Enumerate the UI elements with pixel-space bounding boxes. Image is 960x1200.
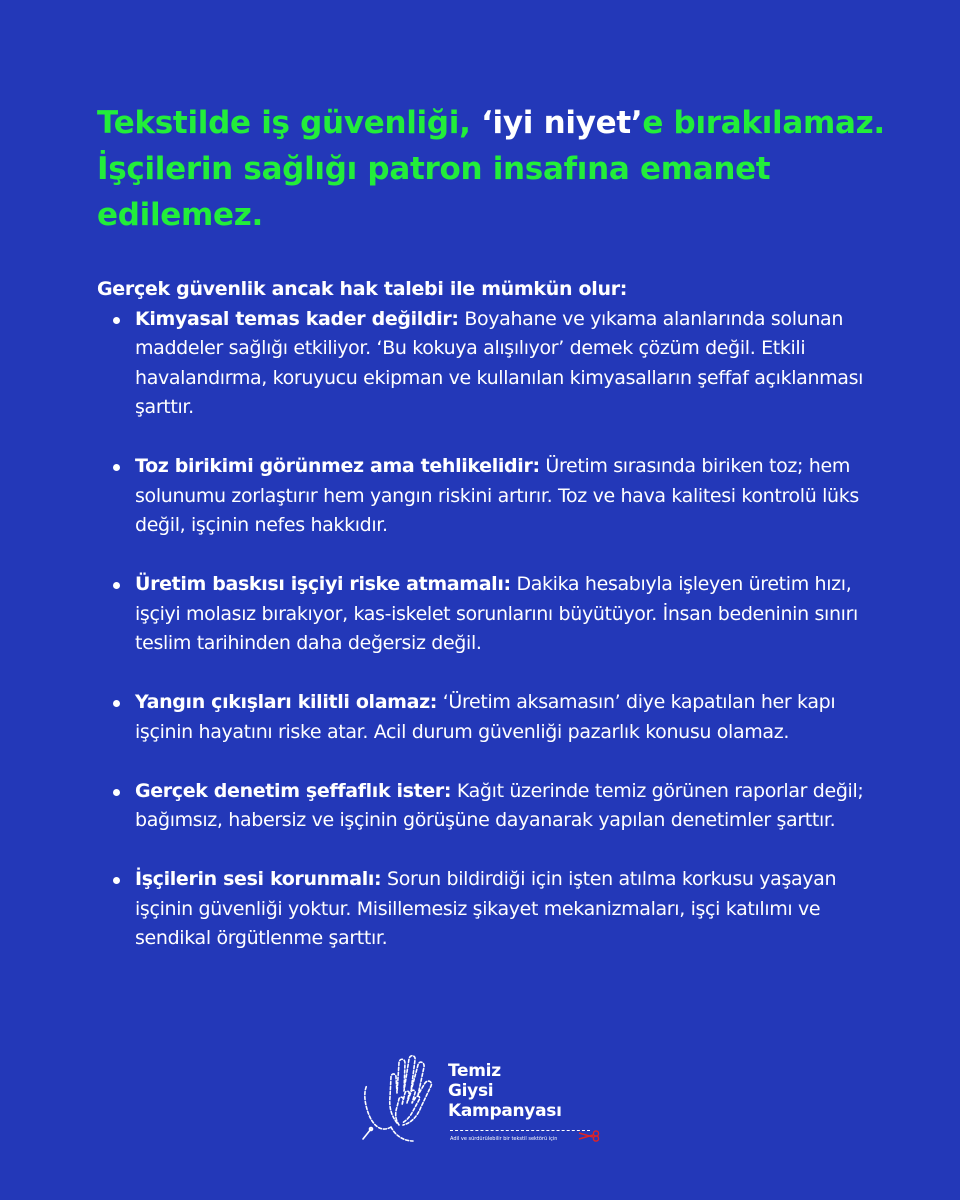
bullet-icon: [113, 317, 120, 324]
item-lead: Gerçek denetim şeffaflık ister:: [135, 779, 452, 802]
item-lead: Toz birikimi görünmez ama tehlikelidir:: [135, 455, 540, 477]
bullet-icon: [113, 582, 120, 589]
logo-dashed-line: [450, 1130, 590, 1131]
item-lead: Yangın çıkışları kilitli olamaz:: [135, 691, 438, 713]
item-text: Dakika hesabıyla işleyen üretim hızı, işçiyi molasız bırakıyor, kas-iskelet sorunlarını büyütüyor. İnsan bedeninin sınırı teslim tarihinden daha değersiz değil.: [135, 573, 858, 654]
list-item: [97, 305, 897, 423]
logo-tagline: Adil ve sürdürülebilir bir tekstil sektörü için: [450, 1136, 558, 1142]
item-text: Kağıt üzerinde temiz görünen raporlar değil; bağımsız, habersiz ve işçinin görüşüne dayanarak yapılan denetimler şarttır.: [135, 779, 864, 831]
content-body: [97, 275, 897, 983]
item-lead: Kimyasal temas kader değildir:: [135, 307, 459, 330]
scissors-icon: [578, 1130, 600, 1142]
item-text: Boyahane ve yıkama alanlarında solunan maddeler sağlığı etkiliyor. ‘Bu kokuya alışılıyor’ demek çözüm değil. Etkili havalandırma, koruyucu ekipman ve kullanılan kimyasalların şeffaf açıklanması şarttır.: [135, 307, 864, 418]
bullet-icon: [113, 877, 120, 884]
list-item: [97, 688, 897, 747]
campaign-logo: [355, 1045, 605, 1155]
list-item: [97, 452, 897, 541]
item-lead: Üretim baskısı işçiyi riske atmamalı:: [135, 573, 511, 595]
intro-text: Gerçek güvenlik ancak hak talebi ile mümkün olur:: [97, 278, 628, 300]
item-text: Üretim sırasında biriken toz; hem solunumu zorlaştırır hem yangın riskini artırır. Toz ve hava kalitesi kontrolü lüks değil, işçinin nefes hakkıdır.: [135, 455, 859, 536]
logo-line2: Giysi: [448, 1081, 494, 1101]
hands-icon: [355, 1045, 450, 1145]
headline-part2: e bırakılamaz. İşçilerin sağlığı patron insafına emanet edilemez.: [97, 105, 885, 233]
logo-line1: Temiz: [448, 1061, 501, 1081]
headline-part1: Tekstilde iş güvenliği,: [97, 105, 482, 141]
list-item: [97, 777, 897, 836]
headline: [97, 100, 897, 238]
item-lead: İşçilerin sesi korunmalı:: [135, 868, 382, 890]
item-text: Sorun bildirdiği için işten atılma korkusu yaşayan işçinin güvenliği yoktur. Misillemesiz şikayet mekanizmaları, işçi katılımı ve sendikal örgütlenme şarttır.: [135, 868, 837, 949]
list-item: [97, 570, 897, 659]
demands-list: [97, 305, 897, 954]
logo-line3: Kampanyası: [448, 1101, 562, 1121]
bullet-icon: [113, 700, 120, 707]
headline-quoted: ‘iyi niyet’: [481, 105, 643, 141]
logo-wordmark: [448, 1061, 562, 1121]
bullet-icon: [113, 464, 120, 471]
bullet-icon: [113, 789, 120, 796]
list-item: [97, 865, 897, 954]
item-text: ‘Üretim aksamasın’ diye kapatılan her kapı işçinin hayatını riske atar. Acil durum güvenliği pazarlık konusu olamaz.: [135, 691, 836, 743]
